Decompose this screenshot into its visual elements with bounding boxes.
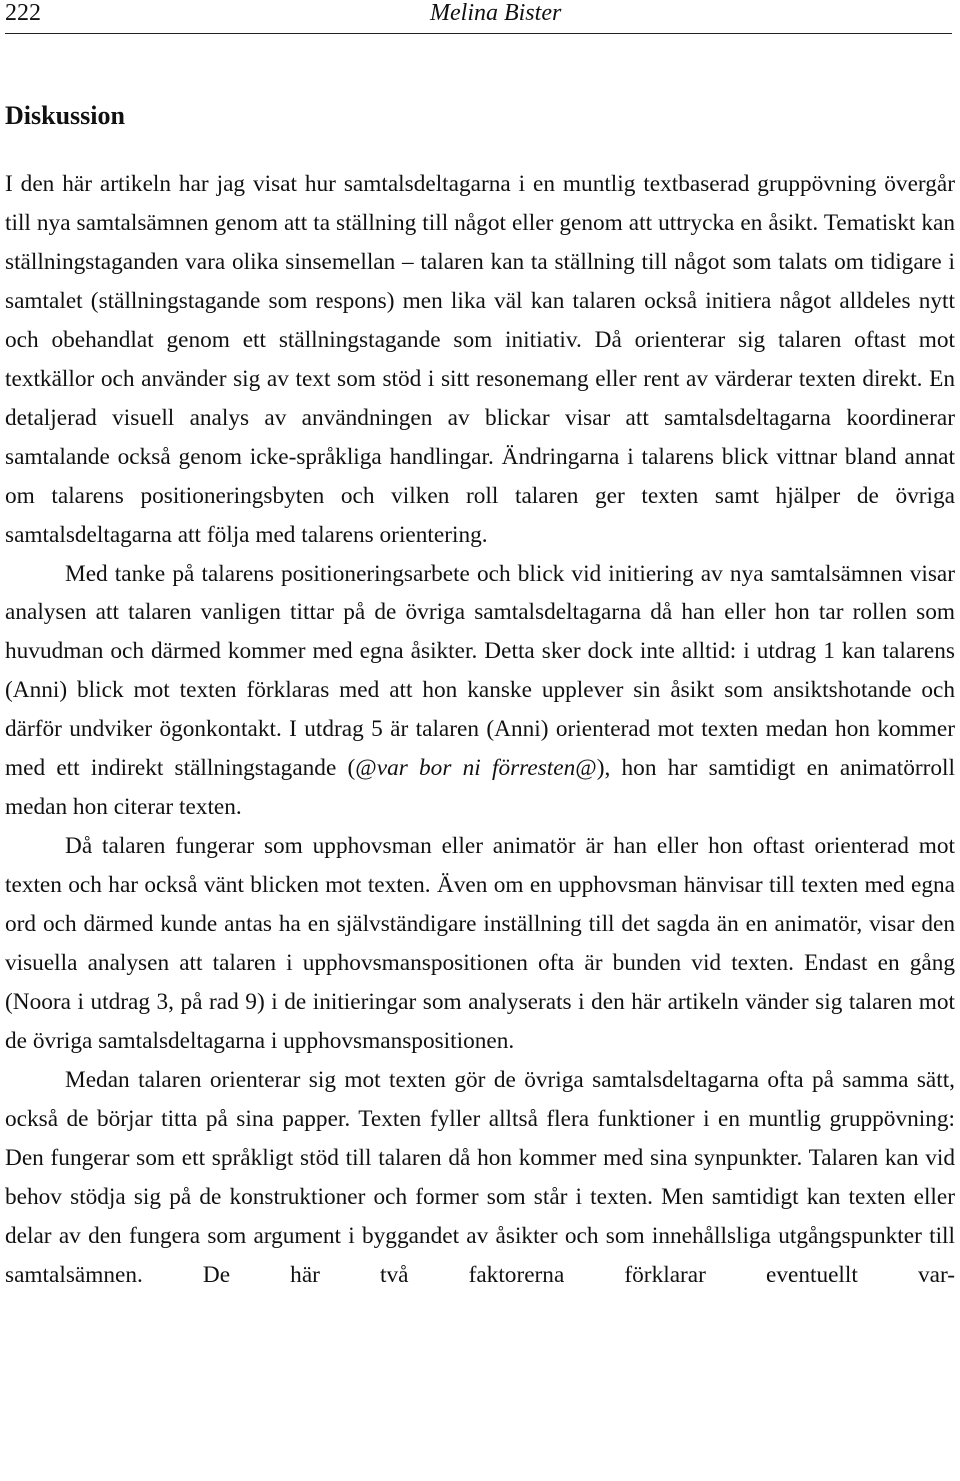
- body-text: [5, 165, 955, 1295]
- paragraph-3: Då talaren fungerar som upphovsman eller animatör är han eller hon oftast orienterad mot texten och har också vänt blicken mot texten. Även om en upphovsman hänvisar till texten med egna ord och därmed kunde antas ha en självständigare inställning till det sagda än en animatör, visar den visuella analysen att talaren i upphovsmanspositionen ofta är bunden vid texten. Endast en gång (Noora i utdrag 3, på rad 9) i de initieringar som analyserats i den här artikeln vänder sig talaren mot de övriga samtalsdeltagarna i upphovsmanspositionen.: [5, 833, 955, 1054]
- paragraph-2-text-end: @), hon har samtidigt en animatörroll medan hon citerar texten.: [5, 755, 955, 821]
- section-heading: Diskussion: [5, 101, 125, 130]
- page-number: 222: [5, 0, 41, 26]
- paragraph-2: [5, 555, 955, 828]
- running-head-author: Melina Bister: [430, 0, 562, 26]
- paragraph-2-text: Med tanke på talarens positioneringsarbete och blick vid initiering av nya samtalsämnen visar analysen att talaren vanligen tittar på de övriga samtalsdeltagarna då han eller hon tar rollen som huvudman och därmed kommer med egna åsikter. Detta sker dock inte alltid: i utdrag 1 kan talarens (Anni) blick mot texten förklaras med att hon kanske upplever sin åsikt som ansiktshotande och därför undviker ögonkontakt. I utdrag 5 är talaren (Anni) orienterad mot texten medan hon kommer med ett indirekt ställningstagande (@: [5, 560, 955, 782]
- paragraph-2-quote: var bor ni förresten: [376, 755, 576, 782]
- running-header: [5, 0, 952, 34]
- paragraph-1: I den här artikeln har jag visat hur samtalsdeltagarna i en muntlig textbaserad gruppövning övergår till nya samtalsämnen genom att ta ställning till något eller genom att uttrycka en åsikt. Tematiskt kan ställningstaganden vara olika sinsemellan – talaren kan ta ställning till något som talats om tidigare i samtalet (ställningstagande som respons) men lika väl kan talaren också initiera något alldeles nytt och obehandlat genom ett ställningstagande som initiativ. Då orienterar sig talaren oftast mot textkällor och använder sig av text som stöd i sitt resonemang eller rent av värderar texten direkt. En detaljerad visuell analys av användningen av blickar visar att samtalsdeltagarna koordinerar samtalande också genom icke-språkliga handlingar. Ändringarna i talarens blick vittnar bland annat om talarens positioneringsbyten och vilken roll talaren ger texten samt hjälper de övriga samtalsdeltagarna att följa med talarens orientering.: [5, 171, 955, 548]
- paragraph-4: Medan talaren orienterar sig mot texten gör de övriga samtalsdeltagarna ofta på samma sätt, också de börjar titta på sina papper. Texten fyller alltså flera funktioner i en muntlig gruppövning: Den fungerar som ett språkligt stöd till talaren då hon kommer med sina synpunkter. Talaren kan vid behov stödja sig på de konstruktioner och former som står i texten. Men samtidigt kan texten eller delar av den fungera som argument i byggandet av åsikter och som innehållsliga utgångspunkter till samtalsämnen. De här två faktorerna förklarar eventuellt var-: [5, 1066, 955, 1288]
